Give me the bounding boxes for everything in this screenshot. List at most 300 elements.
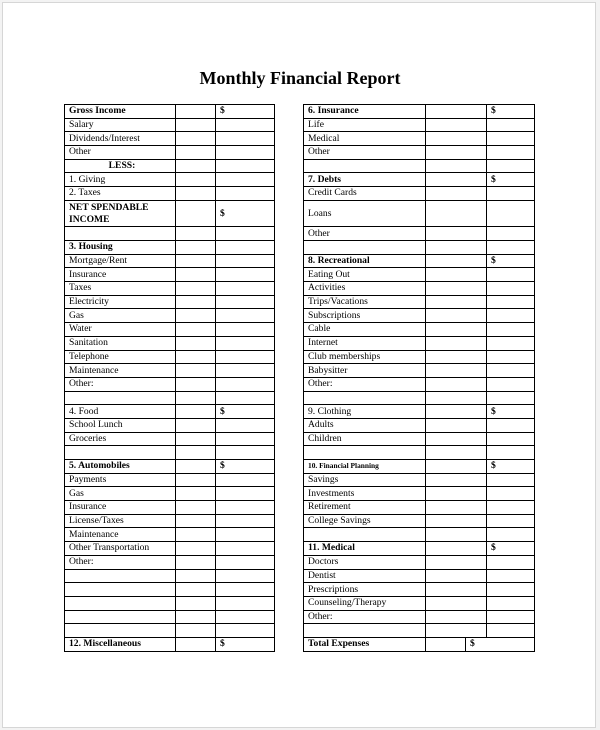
table-row — [65, 364, 535, 378]
left-blank-cell — [176, 473, 216, 487]
right-item-label: Other: — [304, 610, 426, 624]
table-row — [65, 637, 535, 651]
gap-cell — [275, 268, 304, 282]
right-amount-cell — [487, 418, 535, 432]
right-amount-cell — [487, 528, 535, 542]
left-amount-cell: $ — [216, 200, 275, 227]
left-item-label — [65, 583, 176, 597]
left-amount-cell — [216, 555, 275, 569]
right-item-label: Children — [304, 432, 426, 446]
left-amount-cell — [216, 583, 275, 597]
right-item-label: Internet — [304, 336, 426, 350]
left-amount-cell — [216, 624, 275, 638]
right-item-label: College Savings — [304, 514, 426, 528]
right-amount-cell — [487, 336, 535, 350]
right-amount-cell — [487, 268, 535, 282]
right-item-label — [304, 391, 426, 405]
right-amount-cell — [487, 487, 535, 501]
left-item-label: Other — [65, 146, 176, 160]
left-amount-cell — [216, 569, 275, 583]
left-amount-cell — [216, 350, 275, 364]
right-blank-cell — [426, 514, 487, 528]
gap-cell — [275, 187, 304, 201]
left-amount-cell — [216, 323, 275, 337]
right-item-label: Trips/Vacations — [304, 295, 426, 309]
left-item-label: Salary — [65, 118, 176, 132]
table-row — [65, 391, 535, 405]
table-row — [65, 227, 535, 241]
right-item-label: 11. Medical — [304, 542, 426, 556]
right-amount-cell: $ — [487, 105, 535, 119]
right-item-label: Eating Out — [304, 268, 426, 282]
gap-cell — [275, 432, 304, 446]
right-item-label: Cable — [304, 323, 426, 337]
gap-cell — [275, 418, 304, 432]
left-blank-cell — [176, 391, 216, 405]
page-title: Monthly Financial Report — [199, 68, 401, 88]
left-amount-cell — [216, 418, 275, 432]
right-item-label: Babysitter — [304, 364, 426, 378]
right-blank-cell — [426, 610, 487, 624]
right-blank-cell — [426, 542, 487, 556]
left-blank-cell — [176, 200, 216, 227]
right-blank-cell — [426, 446, 487, 460]
table-row — [65, 432, 535, 446]
left-amount-cell — [216, 528, 275, 542]
left-item-label: LESS: — [65, 159, 176, 173]
left-amount-cell — [216, 542, 275, 556]
table-row — [65, 105, 535, 119]
right-blank-cell — [426, 569, 487, 583]
left-amount-cell: $ — [216, 460, 275, 474]
gap-cell — [275, 487, 304, 501]
left-amount-cell — [216, 227, 275, 241]
right-amount-cell: $ — [487, 542, 535, 556]
right-amount-cell — [487, 295, 535, 309]
gap-cell — [275, 173, 304, 187]
right-item-label: Club memberships — [304, 350, 426, 364]
gap-cell — [275, 501, 304, 515]
right-amount-cell — [487, 610, 535, 624]
right-blank-cell — [426, 200, 487, 227]
left-amount-cell: $ — [216, 105, 275, 119]
right-item-label: Credit Cards — [304, 187, 426, 201]
table-row — [65, 418, 535, 432]
right-amount-cell — [487, 377, 535, 391]
left-item-label: School Lunch — [65, 418, 176, 432]
right-blank-cell — [426, 282, 487, 296]
left-item-label: Other Transportation — [65, 542, 176, 556]
left-item-label: Payments — [65, 473, 176, 487]
right-blank-cell — [426, 364, 487, 378]
left-blank-cell — [176, 268, 216, 282]
right-item-label: 10. Financial Planning — [304, 460, 426, 474]
left-amount-cell — [216, 254, 275, 268]
gap-cell — [275, 596, 304, 610]
left-item-label — [65, 596, 176, 610]
left-blank-cell — [176, 624, 216, 638]
gap-cell — [275, 637, 304, 651]
left-item-label — [65, 624, 176, 638]
left-blank-cell — [176, 514, 216, 528]
left-item-label: 3. Housing — [65, 241, 176, 255]
table-row — [65, 173, 535, 187]
left-blank-cell — [176, 610, 216, 624]
table-row — [65, 405, 535, 419]
table-row — [65, 132, 535, 146]
gap-cell — [275, 159, 304, 173]
right-blank-cell — [426, 241, 487, 255]
left-amount-cell — [216, 336, 275, 350]
left-item-label: Dividends/Interest — [65, 132, 176, 146]
gap-cell — [275, 405, 304, 419]
left-item-label — [65, 227, 176, 241]
right-item-label: Subscriptions — [304, 309, 426, 323]
left-blank-cell — [176, 241, 216, 255]
right-blank-cell — [426, 309, 487, 323]
right-amount-cell: $ — [466, 637, 535, 651]
left-blank-cell — [176, 295, 216, 309]
right-item-label: Savings — [304, 473, 426, 487]
left-blank-cell — [176, 528, 216, 542]
gap-cell — [275, 132, 304, 146]
right-item-label: Other — [304, 146, 426, 160]
left-item-label: Gas — [65, 309, 176, 323]
right-amount-cell — [487, 146, 535, 160]
right-amount-cell — [487, 555, 535, 569]
right-item-label: Investments — [304, 487, 426, 501]
gap-cell — [275, 282, 304, 296]
left-blank-cell — [176, 460, 216, 474]
left-amount-cell — [216, 132, 275, 146]
right-blank-cell — [426, 624, 487, 638]
left-item-label — [65, 446, 176, 460]
gap-cell — [275, 583, 304, 597]
right-amount-cell: $ — [487, 405, 535, 419]
right-blank-cell — [426, 583, 487, 597]
table-row — [65, 555, 535, 569]
table-row — [65, 596, 535, 610]
left-blank-cell — [176, 323, 216, 337]
gap-cell — [275, 227, 304, 241]
left-item-label: Taxes — [65, 282, 176, 296]
left-item-label — [65, 610, 176, 624]
left-item-label: Telephone — [65, 350, 176, 364]
left-blank-cell — [176, 569, 216, 583]
table-row — [65, 336, 535, 350]
gap-cell — [275, 350, 304, 364]
left-amount-cell — [216, 159, 275, 173]
right-item-label: Dentist — [304, 569, 426, 583]
left-amount-cell — [216, 377, 275, 391]
right-blank-cell — [426, 187, 487, 201]
right-amount-cell — [487, 350, 535, 364]
gap-cell — [275, 624, 304, 638]
gap-cell — [275, 323, 304, 337]
left-blank-cell — [176, 432, 216, 446]
right-item-label: Counseling/Therapy — [304, 596, 426, 610]
right-amount-cell — [487, 309, 535, 323]
table-row — [65, 583, 535, 597]
right-blank-cell — [426, 405, 487, 419]
table-row — [65, 446, 535, 460]
table-row — [65, 282, 535, 296]
left-blank-cell — [176, 446, 216, 460]
left-blank-cell — [176, 336, 216, 350]
right-amount-cell — [487, 323, 535, 337]
left-blank-cell — [176, 159, 216, 173]
table-row — [65, 187, 535, 201]
right-blank-cell — [426, 254, 487, 268]
right-amount-cell — [487, 596, 535, 610]
table-row — [65, 309, 535, 323]
right-blank-cell — [426, 132, 487, 146]
left-blank-cell — [176, 583, 216, 597]
right-item-label: Total Expenses — [304, 637, 426, 651]
gap-cell — [275, 569, 304, 583]
gap-cell — [275, 528, 304, 542]
table-row — [65, 377, 535, 391]
left-item-label: Other: — [65, 377, 176, 391]
left-amount-cell — [216, 487, 275, 501]
left-item-label: Maintenance — [65, 528, 176, 542]
gap-cell — [275, 118, 304, 132]
right-item-label: Other — [304, 227, 426, 241]
table-row — [65, 146, 535, 160]
table-row — [65, 473, 535, 487]
gap-cell — [275, 446, 304, 460]
right-blank-cell — [426, 159, 487, 173]
left-amount-cell — [216, 514, 275, 528]
gap-cell — [275, 460, 304, 474]
left-blank-cell — [176, 418, 216, 432]
left-item-label: Insurance — [65, 268, 176, 282]
right-blank-cell — [426, 460, 487, 474]
table-row — [65, 542, 535, 556]
left-item-label: Gross Income — [65, 105, 176, 119]
left-blank-cell — [176, 227, 216, 241]
right-amount-cell — [487, 187, 535, 201]
right-item-label: Loans — [304, 200, 426, 227]
left-amount-cell — [216, 187, 275, 201]
right-blank-cell — [426, 528, 487, 542]
right-amount-cell — [487, 227, 535, 241]
right-item-label: Adults — [304, 418, 426, 432]
right-amount-cell — [487, 159, 535, 173]
table-row — [65, 350, 535, 364]
right-item-label: Other: — [304, 377, 426, 391]
gap-cell — [275, 364, 304, 378]
right-blank-cell — [426, 418, 487, 432]
left-amount-cell — [216, 446, 275, 460]
right-item-label: Retirement — [304, 501, 426, 515]
left-item-label: Maintenance — [65, 364, 176, 378]
left-blank-cell — [176, 542, 216, 556]
right-amount-cell: $ — [487, 173, 535, 187]
right-amount-cell — [487, 473, 535, 487]
left-amount-cell — [216, 309, 275, 323]
table-row — [65, 501, 535, 515]
table-row — [65, 254, 535, 268]
table-row — [65, 200, 535, 227]
left-item-label: 5. Automobiles — [65, 460, 176, 474]
gap-cell — [275, 146, 304, 160]
left-amount-cell: $ — [216, 637, 275, 651]
left-blank-cell — [176, 254, 216, 268]
right-amount-cell — [487, 391, 535, 405]
right-blank-cell — [426, 350, 487, 364]
left-amount-cell — [216, 146, 275, 160]
gap-cell — [275, 309, 304, 323]
right-item-label — [304, 159, 426, 173]
left-blank-cell — [176, 350, 216, 364]
left-item-label: Mortgage/Rent — [65, 254, 176, 268]
left-blank-cell — [176, 173, 216, 187]
right-item-label: 9. Clothing — [304, 405, 426, 419]
right-amount-cell — [487, 241, 535, 255]
right-item-label: 7. Debts — [304, 173, 426, 187]
right-item-label: Medical — [304, 132, 426, 146]
left-item-label: 4. Food — [65, 405, 176, 419]
left-blank-cell — [176, 487, 216, 501]
gap-cell — [275, 542, 304, 556]
left-amount-cell — [216, 173, 275, 187]
left-blank-cell — [176, 132, 216, 146]
right-blank-cell — [426, 146, 487, 160]
left-blank-cell — [176, 637, 216, 651]
left-amount-cell — [216, 596, 275, 610]
left-item-label: License/Taxes — [65, 514, 176, 528]
right-blank-cell — [426, 323, 487, 337]
right-amount-cell: $ — [487, 460, 535, 474]
left-item-label: NET SPENDABLE INCOME — [65, 200, 176, 227]
table-row — [65, 460, 535, 474]
table-row — [65, 487, 535, 501]
left-amount-cell — [216, 364, 275, 378]
gap-cell — [275, 377, 304, 391]
right-blank-cell — [426, 637, 466, 651]
left-item-label: Water — [65, 323, 176, 337]
right-amount-cell — [487, 432, 535, 446]
right-blank-cell — [426, 173, 487, 187]
right-amount-cell — [487, 200, 535, 227]
table-row — [65, 118, 535, 132]
left-item-label: Other: — [65, 555, 176, 569]
right-amount-cell — [487, 118, 535, 132]
right-item-label: Doctors — [304, 555, 426, 569]
right-item-label — [304, 446, 426, 460]
left-blank-cell — [176, 146, 216, 160]
table-row — [65, 514, 535, 528]
right-item-label — [304, 241, 426, 255]
left-item-label — [65, 569, 176, 583]
financial-report-table — [64, 104, 535, 652]
table-row — [65, 323, 535, 337]
gap-cell — [275, 514, 304, 528]
gap-cell — [275, 555, 304, 569]
right-blank-cell — [426, 105, 487, 119]
gap-cell — [275, 391, 304, 405]
left-amount-cell — [216, 295, 275, 309]
gap-cell — [275, 295, 304, 309]
left-item-label: 1. Giving — [65, 173, 176, 187]
left-amount-cell — [216, 118, 275, 132]
left-amount-cell — [216, 610, 275, 624]
left-item-label: 2. Taxes — [65, 187, 176, 201]
right-blank-cell — [426, 391, 487, 405]
left-blank-cell — [176, 282, 216, 296]
right-item-label: 8. Recreational — [304, 254, 426, 268]
right-amount-cell — [487, 364, 535, 378]
left-amount-cell — [216, 473, 275, 487]
gap-cell — [275, 200, 304, 227]
left-blank-cell — [176, 364, 216, 378]
right-blank-cell — [426, 118, 487, 132]
right-blank-cell — [426, 295, 487, 309]
table-row — [65, 241, 535, 255]
right-item-label — [304, 624, 426, 638]
table-row — [65, 610, 535, 624]
left-item-label: Gas — [65, 487, 176, 501]
table-row — [65, 569, 535, 583]
left-amount-cell — [216, 391, 275, 405]
right-blank-cell — [426, 432, 487, 446]
left-blank-cell — [176, 501, 216, 515]
left-item-label — [65, 391, 176, 405]
left-item-label: 12. Miscellaneous — [65, 637, 176, 651]
table-row — [65, 268, 535, 282]
left-amount-cell — [216, 282, 275, 296]
gap-cell — [275, 336, 304, 350]
table-row — [65, 295, 535, 309]
right-amount-cell — [487, 624, 535, 638]
table-row — [65, 624, 535, 638]
right-blank-cell — [426, 227, 487, 241]
right-blank-cell — [426, 473, 487, 487]
left-blank-cell — [176, 118, 216, 132]
right-blank-cell — [426, 336, 487, 350]
left-blank-cell — [176, 596, 216, 610]
right-amount-cell — [487, 569, 535, 583]
gap-cell — [275, 610, 304, 624]
gap-cell — [275, 105, 304, 119]
left-blank-cell — [176, 309, 216, 323]
right-item-label: Life — [304, 118, 426, 132]
left-amount-cell: $ — [216, 405, 275, 419]
right-item-label — [304, 528, 426, 542]
right-blank-cell — [426, 377, 487, 391]
left-item-label: Insurance — [65, 501, 176, 515]
right-item-label: Activities — [304, 282, 426, 296]
right-amount-cell — [487, 514, 535, 528]
right-amount-cell: $ — [487, 254, 535, 268]
right-amount-cell — [487, 501, 535, 515]
left-amount-cell — [216, 268, 275, 282]
left-item-label: Electricity — [65, 295, 176, 309]
gap-cell — [275, 241, 304, 255]
right-blank-cell — [426, 268, 487, 282]
left-amount-cell — [216, 241, 275, 255]
table-row — [65, 528, 535, 542]
left-blank-cell — [176, 377, 216, 391]
left-item-label: Sanitation — [65, 336, 176, 350]
table-row — [65, 159, 535, 173]
right-amount-cell — [487, 446, 535, 460]
left-blank-cell — [176, 555, 216, 569]
left-amount-cell — [216, 501, 275, 515]
right-blank-cell — [426, 555, 487, 569]
left-blank-cell — [176, 405, 216, 419]
